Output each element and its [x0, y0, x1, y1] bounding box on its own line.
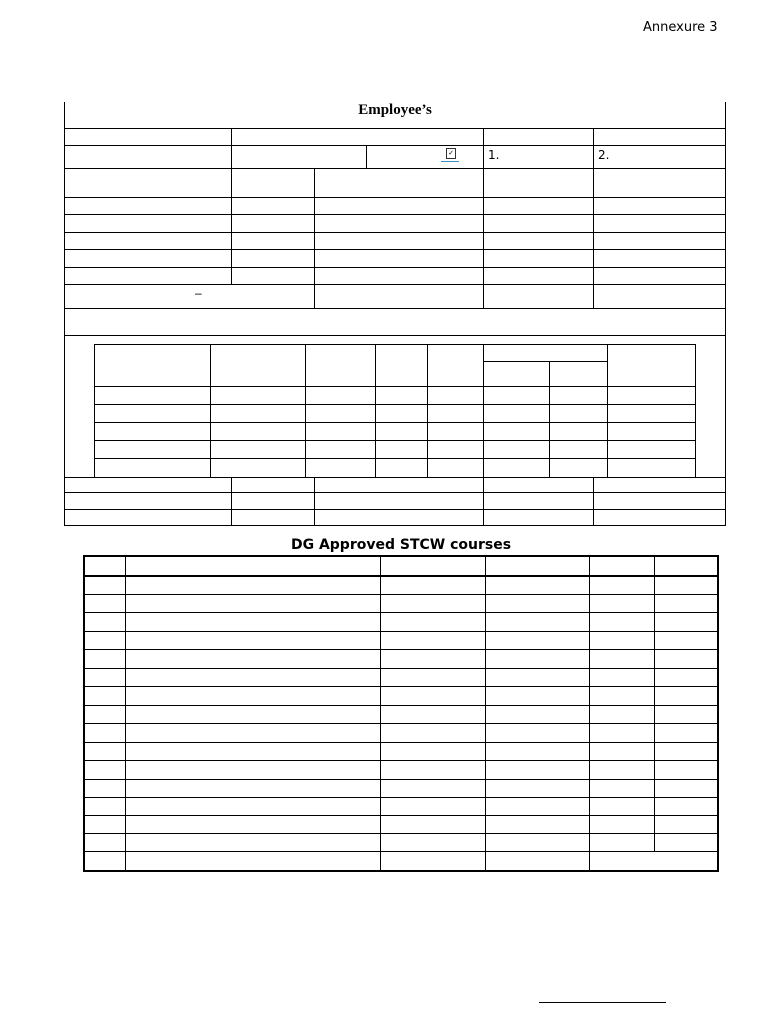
courses-table-header-rule — [83, 575, 719, 577]
form-title: Employee’s — [358, 102, 432, 118]
form-col-divider — [231, 128, 232, 284]
form-col-divider — [366, 145, 367, 168]
field-number-1: 1. — [488, 148, 500, 162]
annexure-label: Annexure 3 — [643, 20, 718, 35]
table-row — [84, 833, 718, 834]
courses-table-col — [589, 556, 590, 871]
courses-table-col — [485, 556, 486, 871]
form-rule — [64, 525, 726, 526]
form-rule — [64, 197, 726, 198]
form-rule — [64, 168, 726, 169]
inner-table-rule — [483, 361, 607, 362]
checkbox-underline — [441, 161, 459, 162]
inner-table-border — [695, 344, 696, 477]
inner-table-rule — [94, 422, 695, 423]
form-rule — [64, 145, 726, 146]
table-row — [84, 797, 718, 798]
form-rule — [64, 284, 726, 285]
inner-table-col — [483, 344, 484, 477]
table-row — [84, 851, 718, 852]
courses-table-border — [83, 555, 719, 557]
table-row — [84, 649, 718, 650]
table-row — [84, 723, 718, 724]
table-row — [84, 742, 718, 743]
form-rule — [64, 214, 726, 215]
form-col-divider — [314, 477, 315, 525]
inner-table-rule — [94, 458, 695, 459]
inner-table-col — [375, 344, 376, 477]
courses-table-title: DG Approved STCW courses — [290, 537, 512, 553]
form-rule — [64, 308, 726, 309]
form-rule — [64, 267, 726, 268]
inner-table-col — [607, 344, 608, 477]
courses-table-border — [717, 555, 719, 872]
courses-table-border — [83, 555, 85, 872]
table-row — [84, 705, 718, 706]
form-rule — [64, 249, 726, 250]
inner-table-rule — [94, 386, 695, 387]
inner-table-col — [549, 361, 550, 477]
form-border-right — [725, 102, 726, 526]
signature-line — [539, 1002, 666, 1003]
table-row — [84, 594, 718, 595]
courses-table-col — [654, 556, 655, 851]
table-row — [84, 631, 718, 632]
form-col-divider — [314, 168, 315, 308]
courses-table-col — [125, 556, 126, 871]
field-number-2: 2. — [598, 148, 610, 162]
inner-table-rule — [94, 404, 695, 405]
form-rule — [64, 509, 726, 510]
form-rule — [64, 477, 726, 478]
form-border-left — [64, 102, 65, 526]
table-row — [84, 815, 718, 816]
table-row — [84, 779, 718, 780]
inner-table-col — [210, 344, 211, 477]
form-rule — [64, 232, 726, 233]
form-col-divider — [483, 477, 484, 525]
form-rule — [64, 492, 726, 493]
inner-table-col — [427, 344, 428, 477]
form-col-divider — [593, 477, 594, 525]
table-row — [84, 760, 718, 761]
courses-table-border — [83, 870, 719, 872]
form-col-divider — [593, 128, 594, 308]
checkbox-icon[interactable]: ✓ — [446, 148, 456, 159]
inner-table-col — [305, 344, 306, 477]
form-col-divider — [483, 128, 484, 308]
table-row — [84, 668, 718, 669]
form-rule — [64, 335, 726, 336]
inner-table-rule — [94, 440, 695, 441]
dash-mark: – — [195, 286, 202, 300]
inner-table-rule — [94, 344, 695, 345]
form-rule — [64, 128, 726, 129]
table-row — [84, 686, 718, 687]
form-col-divider — [231, 477, 232, 525]
table-row — [84, 612, 718, 613]
courses-table-col — [380, 556, 381, 871]
